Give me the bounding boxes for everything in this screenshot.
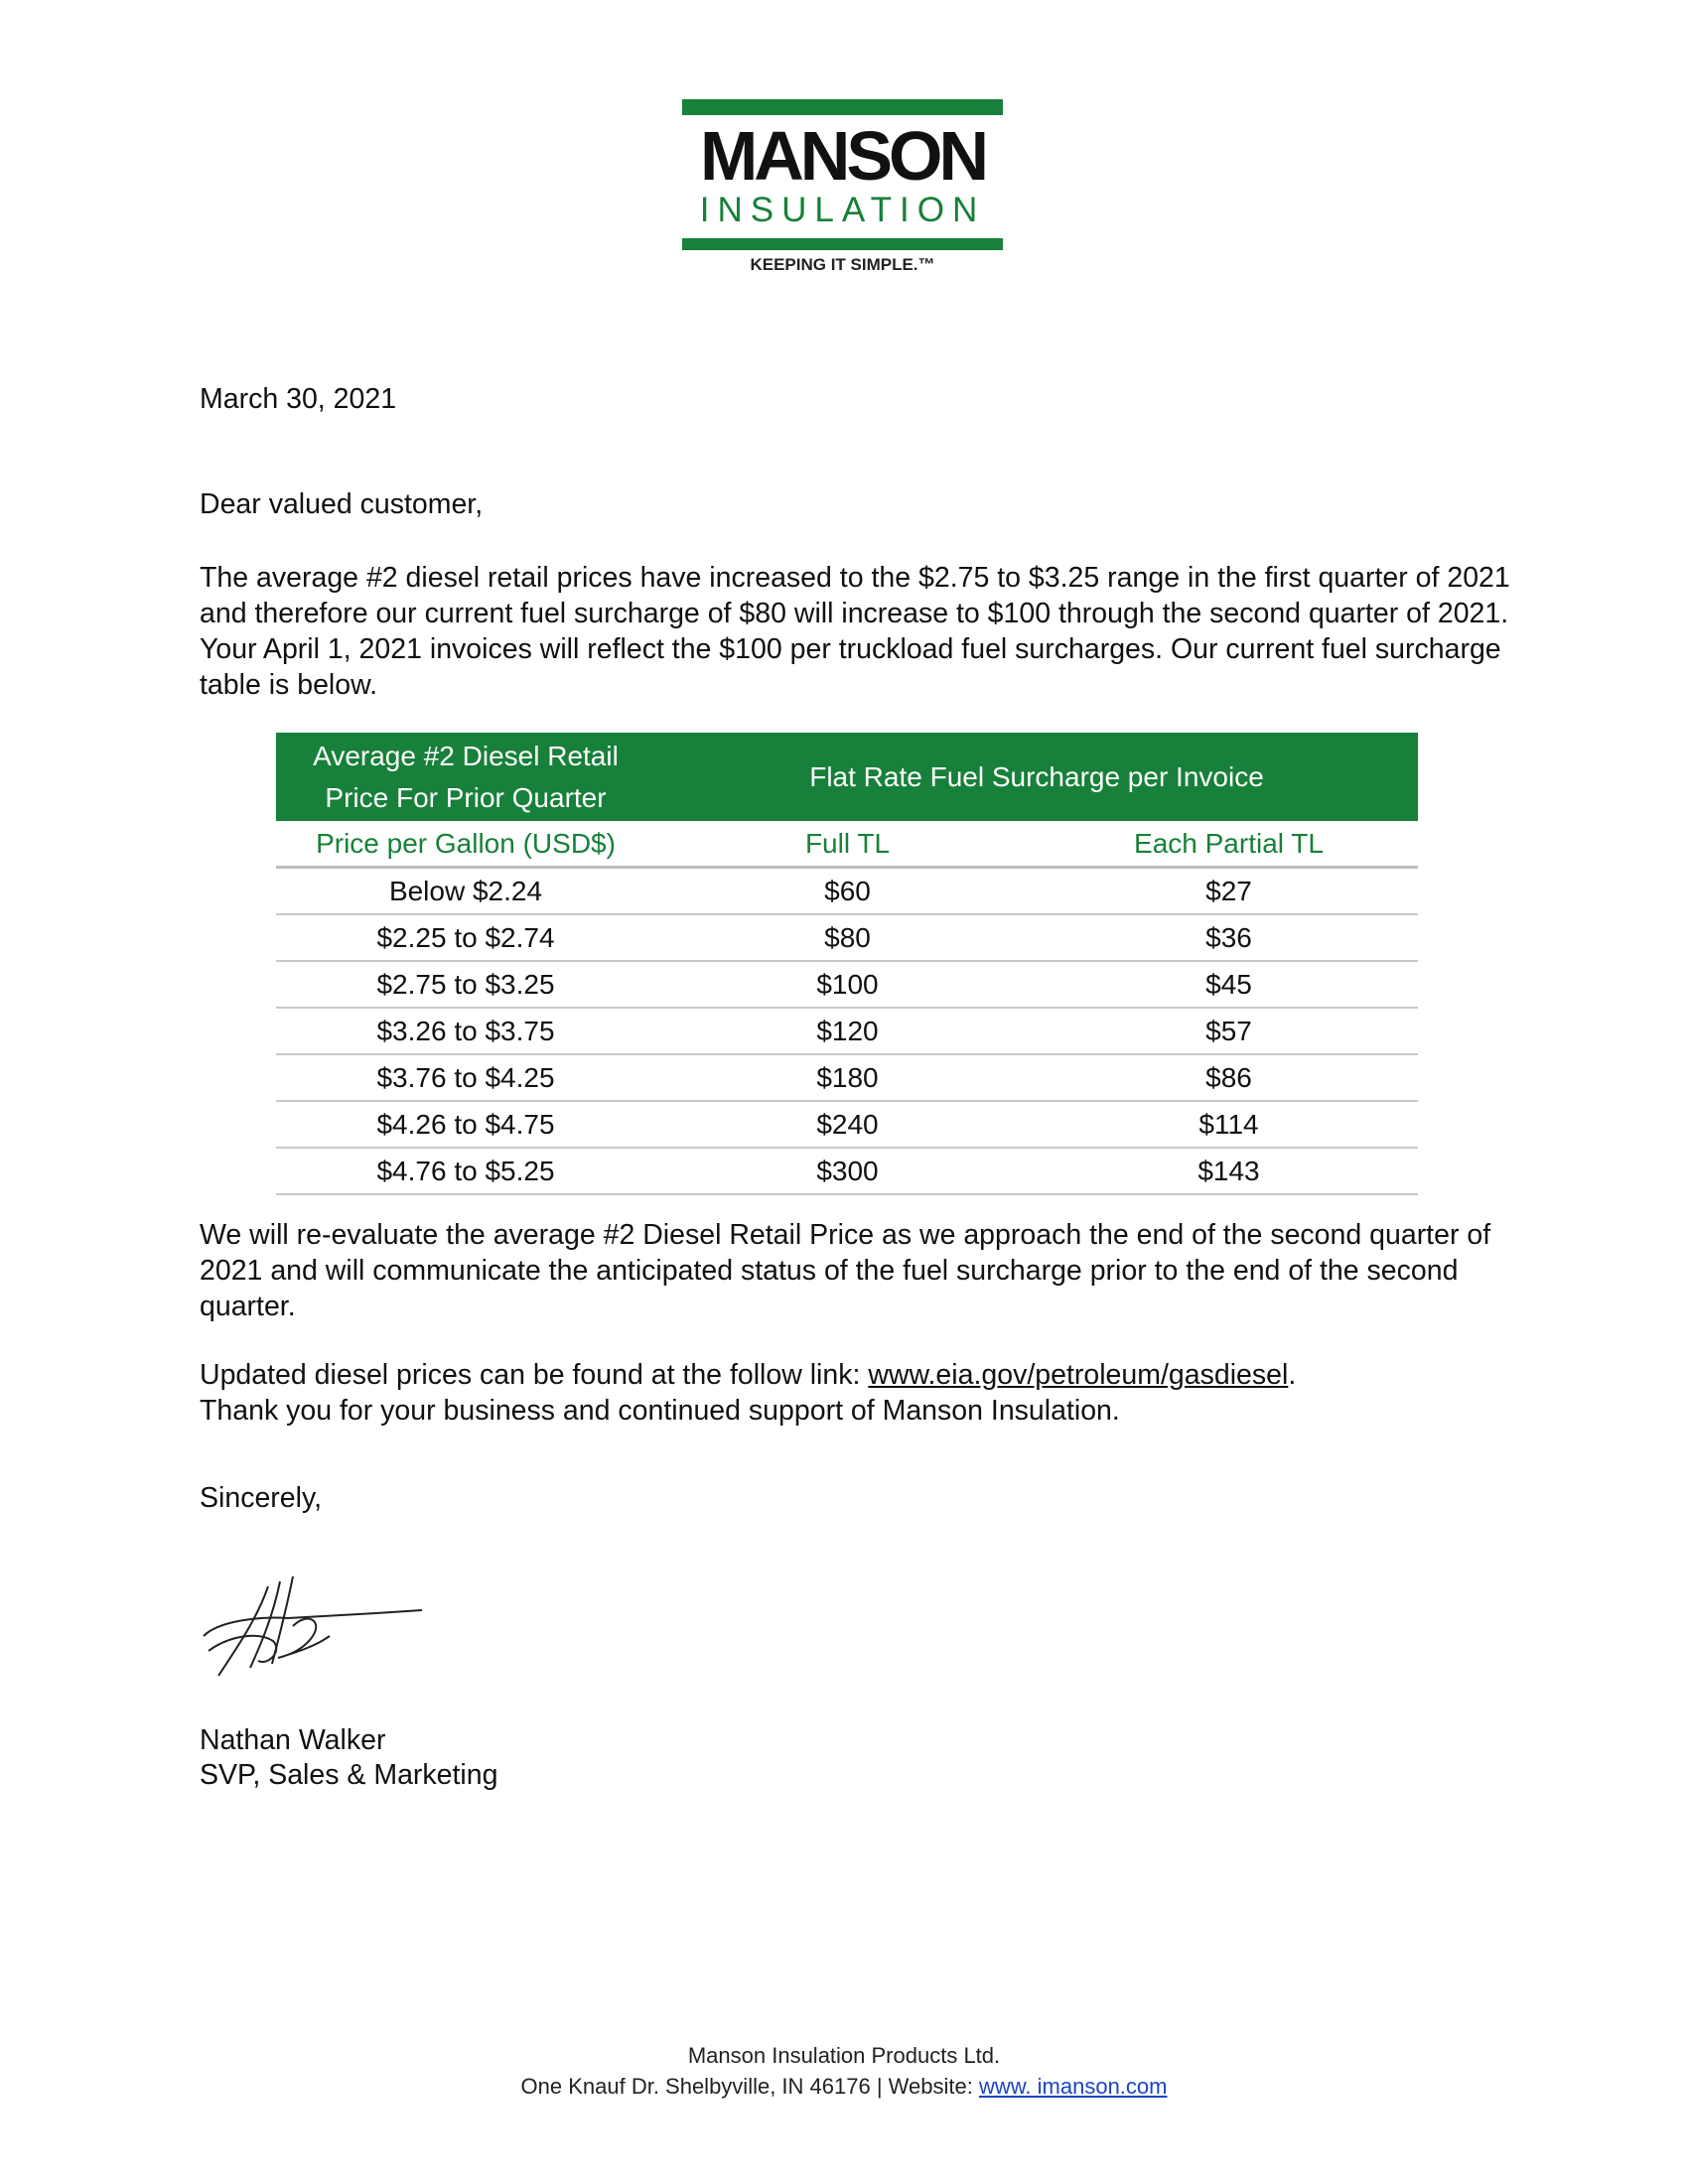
price-range-cell: $3.26 to $3.75: [376, 1015, 555, 1046]
full-tl-cell: $60: [824, 875, 871, 906]
letter-greeting: Dear valued customer,: [200, 488, 484, 520]
letter-paragraph-3: [200, 1357, 1510, 1429]
letter-paragraph-2: We will re-evaluate the average #2 Diesel Retail Price as we approach the end of the second quarter of 2021 and will communicate the anticipated status of the fuel surcharge prior to the end of the second quarter.: [200, 1219, 1491, 1322]
table-header-price-line-2: Price For Prior Quarter: [325, 781, 607, 813]
price-range-cell: $2.75 to $3.25: [376, 968, 555, 1000]
table-header: [276, 733, 1418, 821]
table-row: [276, 962, 1418, 1009]
link-period: .: [1288, 1359, 1297, 1391]
full-tl-cell: $80: [824, 921, 871, 953]
letter-date: March 30, 2021: [200, 383, 397, 415]
subheader-partial-tl: Each Partial TL: [1134, 827, 1324, 859]
letter-paragraph-1: The average #2 diesel retail prices have increased to the $2.75 to $3.25 range in the first quarter of 2021 and therefore our current fuel surcharge of $80 will increase to $100 through the second quarter of 2021. Your April 1, 2021 invoices will reflect the $100 per truckload fuel surcharges. Our current fuel surcharge table is below.: [200, 562, 1510, 701]
full-tl-cell: $120: [816, 1015, 879, 1046]
partial-tl-cell: $45: [1205, 968, 1252, 1000]
partial-tl-cell: $86: [1205, 1061, 1252, 1093]
price-range-cell: $2.25 to $2.74: [376, 921, 555, 953]
signer-name: Nathan Walker: [200, 1724, 386, 1756]
footer-address: [0, 2074, 1688, 2100]
table-row: [276, 1009, 1418, 1055]
partial-tl-cell: $36: [1205, 921, 1252, 953]
footer-address-text: One Knauf Dr. Shelbyville, IN 46176 | Website:: [520, 2074, 979, 2099]
price-range-cell: $4.76 to $5.25: [376, 1155, 555, 1186]
footer-website-link[interactable]: www. imanson.com: [978, 2074, 1168, 2099]
partial-tl-cell: $27: [1205, 875, 1252, 906]
table-header-price-line-1: Average #2 Diesel Retail: [313, 740, 619, 771]
price-range-cell: $4.26 to $4.75: [376, 1108, 555, 1140]
table-row: [276, 1149, 1418, 1195]
table-row: [276, 1102, 1418, 1149]
table-header-price: [276, 733, 655, 821]
logo-tagline: KEEPING IT SIMPLE.™: [750, 255, 935, 274]
full-tl-cell: $300: [816, 1155, 879, 1186]
logo-bottom-bar: [682, 238, 1003, 250]
logo-top-bar: [682, 99, 1003, 115]
footer-company: Manson Insulation Products Ltd.: [687, 2043, 1001, 2068]
partial-tl-cell: $57: [1205, 1015, 1252, 1046]
table-row: [276, 1055, 1418, 1102]
table-row: [276, 915, 1418, 962]
full-tl-cell: $180: [816, 1061, 879, 1093]
fuel-surcharge-table: [276, 733, 1418, 1195]
table-subheader: [276, 821, 1418, 869]
table-header-surcharge: Flat Rate Fuel Surcharge per Invoice: [809, 760, 1264, 792]
table-row: [276, 869, 1418, 915]
full-tl-cell: $240: [816, 1108, 879, 1140]
partial-tl-cell: $114: [1198, 1108, 1259, 1140]
company-logo: [682, 99, 1003, 278]
thank-you-text: Thank you for your business and continued support of Manson Insulation.: [200, 1395, 1120, 1427]
subheader-full-tl: Full TL: [804, 827, 891, 859]
logo-name: MANSON: [699, 117, 986, 195]
full-tl-cell: $100: [816, 968, 879, 1000]
letter-closing: Sincerely,: [200, 1482, 323, 1514]
eia-link[interactable]: www.eia.gov/petroleum/gasdiesel: [868, 1359, 1289, 1391]
price-range-cell: Below $2.24: [388, 875, 543, 906]
partial-tl-cell: $143: [1197, 1155, 1260, 1186]
handwritten-signature: [199, 1567, 437, 1686]
price-range-cell: $3.76 to $4.25: [376, 1061, 555, 1093]
logo-subtitle: INSULATION: [699, 191, 986, 229]
signer-title: SVP, Sales & Marketing: [200, 1759, 498, 1791]
link-intro-text: Updated diesel prices can be found at the follow link:: [200, 1359, 869, 1391]
subheader-price-per-gallon: Price per Gallon (USD$): [316, 827, 616, 859]
